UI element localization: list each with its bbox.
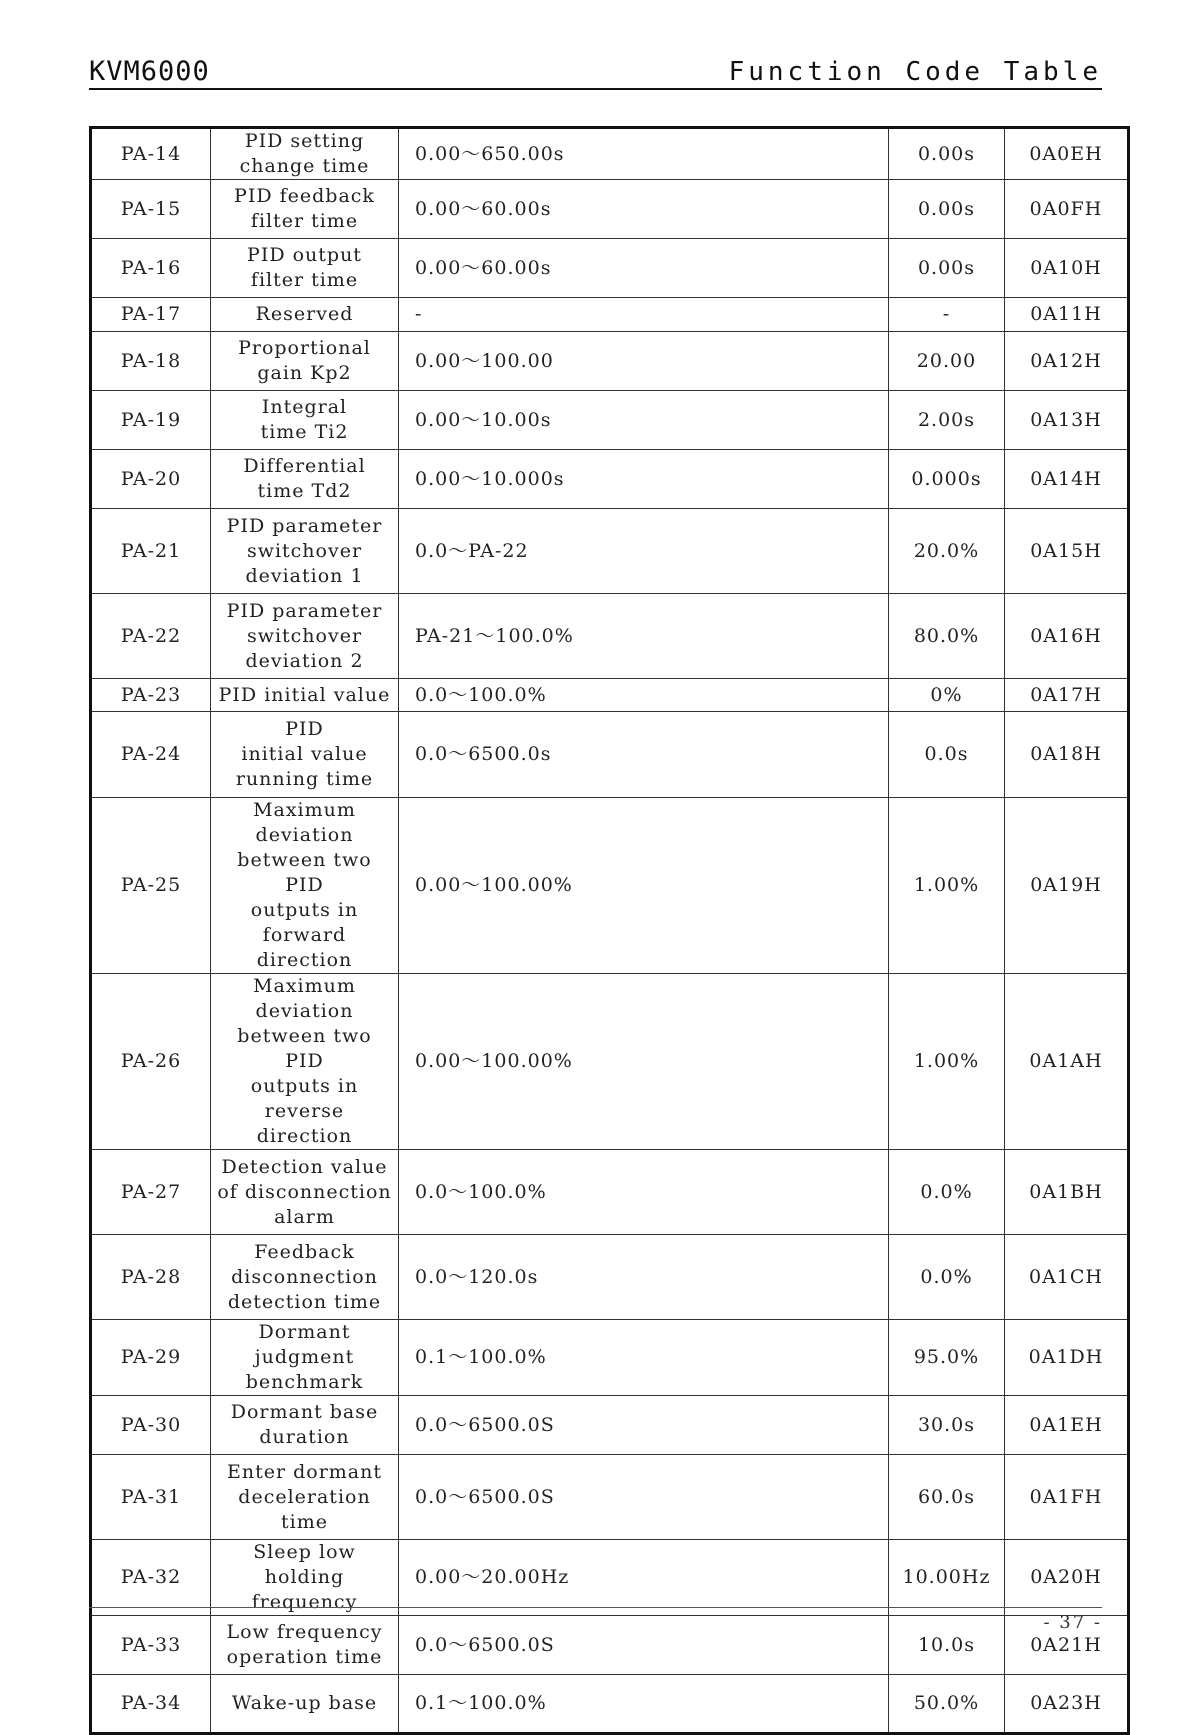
default-value-cell: 1.00% [889, 798, 1005, 974]
page-number: - 37 - [1043, 1612, 1102, 1633]
section-title: Function Code Table [728, 57, 1102, 87]
default-value-cell: 0.00s [889, 180, 1005, 239]
default-value-cell: 20.00 [889, 332, 1005, 391]
table-row [91, 974, 1129, 1150]
parameter-name-cell: Low frequency operation time [211, 1616, 399, 1675]
function-code-cell: PA-24 [91, 712, 211, 798]
default-value-cell: 30.0s [889, 1396, 1005, 1455]
function-code-cell: PA-31 [91, 1455, 211, 1540]
function-code-cell: PA-34 [91, 1675, 211, 1734]
address-cell: 0A13H [1005, 391, 1129, 450]
parameter-name-cell: Detection value of disconnection alarm [211, 1150, 399, 1235]
function-code-cell: PA-28 [91, 1235, 211, 1320]
function-code-cell: PA-26 [91, 974, 211, 1150]
address-cell: 0A20H [1005, 1540, 1129, 1616]
parameter-name-cell: Integral time Ti2 [211, 391, 399, 450]
table-row [91, 798, 1129, 974]
table-row [91, 1675, 1129, 1734]
address-cell: 0A15H [1005, 509, 1129, 594]
function-code-cell: PA-27 [91, 1150, 211, 1235]
function-code-cell: PA-19 [91, 391, 211, 450]
table-row [91, 1455, 1129, 1540]
parameter-name-cell: Reserved [211, 298, 399, 332]
setting-range-cell: 0.0～120.0s [399, 1235, 889, 1320]
parameter-name-cell: PID feedback filter time [211, 180, 399, 239]
parameter-name-cell: Feedback disconnection detection time [211, 1235, 399, 1320]
function-code-cell: PA-32 [91, 1540, 211, 1616]
setting-range-cell: 0.00～60.00s [399, 180, 889, 239]
table-row [91, 594, 1129, 679]
default-value-cell: 0.000s [889, 450, 1005, 509]
function-code-cell: PA-21 [91, 509, 211, 594]
setting-range-cell: 0.00～60.00s [399, 239, 889, 298]
setting-range-cell: 0.0～100.0% [399, 1150, 889, 1235]
parameter-name-cell: Differential time Td2 [211, 450, 399, 509]
default-value-cell: 50.0% [889, 1675, 1005, 1734]
default-value-cell: 60.0s [889, 1455, 1005, 1540]
setting-range-cell: 0.0～100.0% [399, 679, 889, 712]
default-value-cell: 2.00s [889, 391, 1005, 450]
parameter-name-cell: Maximum deviation between two PID outputs in forward direction [211, 798, 399, 974]
address-cell: 0A23H [1005, 1675, 1129, 1734]
function-code-cell: PA-18 [91, 332, 211, 391]
function-code-cell: PA-20 [91, 450, 211, 509]
model-name: KVM6000 [89, 56, 210, 87]
table-row [91, 298, 1129, 332]
function-code-cell: PA-29 [91, 1320, 211, 1396]
parameter-name-cell: PID output filter time [211, 239, 399, 298]
table-row [91, 1235, 1129, 1320]
default-value-cell: 80.0% [889, 594, 1005, 679]
address-cell: 0A1CH [1005, 1235, 1129, 1320]
default-value-cell: 0.0s [889, 712, 1005, 798]
address-cell: 0A0EH [1005, 128, 1129, 180]
parameter-name-cell: Dormant judgment benchmark [211, 1320, 399, 1396]
table-row [91, 1150, 1129, 1235]
address-cell: 0A11H [1005, 298, 1129, 332]
footer-divider [89, 1607, 1102, 1608]
table-row [91, 332, 1129, 391]
parameter-name-cell: Dormant base duration [211, 1396, 399, 1455]
table-row [91, 1616, 1129, 1675]
table-row [91, 128, 1129, 180]
function-code-cell: PA-14 [91, 128, 211, 180]
address-cell: 0A18H [1005, 712, 1129, 798]
address-cell: 0A10H [1005, 239, 1129, 298]
address-cell: 0A21H [1005, 1616, 1129, 1675]
table-row [91, 180, 1129, 239]
function-code-cell: PA-33 [91, 1616, 211, 1675]
address-cell: 0A0FH [1005, 180, 1129, 239]
function-code-cell: PA-22 [91, 594, 211, 679]
default-value-cell: 0.0% [889, 1235, 1005, 1320]
function-code-cell: PA-23 [91, 679, 211, 712]
parameter-name-cell: PID parameter switchover deviation 2 [211, 594, 399, 679]
parameter-name-cell: Sleep low holding frequency [211, 1540, 399, 1616]
parameter-name-cell: Enter dormant deceleration time [211, 1455, 399, 1540]
setting-range-cell: 0.0～6500.0S [399, 1455, 889, 1540]
default-value-cell: - [889, 298, 1005, 332]
address-cell: 0A1AH [1005, 974, 1129, 1150]
function-code-cell: PA-30 [91, 1396, 211, 1455]
setting-range-cell: - [399, 298, 889, 332]
address-cell: 0A1BH [1005, 1150, 1129, 1235]
function-code-cell: PA-16 [91, 239, 211, 298]
default-value-cell: 1.00% [889, 974, 1005, 1150]
default-value-cell: 10.0s [889, 1616, 1005, 1675]
address-cell: 0A14H [1005, 450, 1129, 509]
header-divider [89, 88, 1102, 90]
table-row [91, 450, 1129, 509]
table-row [91, 391, 1129, 450]
address-cell: 0A1DH [1005, 1320, 1129, 1396]
table-row [91, 1396, 1129, 1455]
setting-range-cell: PA-21～100.0% [399, 594, 889, 679]
setting-range-cell: 0.00～100.00% [399, 974, 889, 1150]
default-value-cell: 0% [889, 679, 1005, 712]
table-row [91, 679, 1129, 712]
default-value-cell: 0.0% [889, 1150, 1005, 1235]
setting-range-cell: 0.00～100.00% [399, 798, 889, 974]
address-cell: 0A19H [1005, 798, 1129, 974]
table-row [91, 1320, 1129, 1396]
table-row [91, 239, 1129, 298]
function-code-cell: PA-25 [91, 798, 211, 974]
setting-range-cell: 0.00～650.00s [399, 128, 889, 180]
default-value-cell: 0.00s [889, 128, 1005, 180]
setting-range-cell: 0.0～6500.0s [399, 712, 889, 798]
function-code-cell: PA-15 [91, 180, 211, 239]
parameter-name-cell: PID setting change time [211, 128, 399, 180]
default-value-cell: 95.0% [889, 1320, 1005, 1396]
parameter-name-cell: Maximum deviation between two PID outputs in reverse direction [211, 974, 399, 1150]
function-code-cell: PA-17 [91, 298, 211, 332]
setting-range-cell: 0.00～20.00Hz [399, 1540, 889, 1616]
default-value-cell: 0.00s [889, 239, 1005, 298]
function-code-table [89, 126, 1130, 1735]
address-cell: 0A1FH [1005, 1455, 1129, 1540]
parameter-name-cell: PID initial value [211, 679, 399, 712]
table-row [91, 712, 1129, 798]
page-header [89, 55, 1102, 89]
table-row [91, 1540, 1129, 1616]
setting-range-cell: 0.0～6500.0S [399, 1616, 889, 1675]
setting-range-cell: 0.0～6500.0S [399, 1396, 889, 1455]
address-cell: 0A1EH [1005, 1396, 1129, 1455]
parameter-name-cell: PID parameter switchover deviation 1 [211, 509, 399, 594]
function-code-table-body [91, 128, 1129, 1734]
setting-range-cell: 0.00～10.00s [399, 391, 889, 450]
default-value-cell: 20.0% [889, 509, 1005, 594]
setting-range-cell: 0.00～100.00 [399, 332, 889, 391]
table-row [91, 509, 1129, 594]
setting-range-cell: 0.0～PA-22 [399, 509, 889, 594]
default-value-cell: 10.00Hz [889, 1540, 1005, 1616]
address-cell: 0A12H [1005, 332, 1129, 391]
setting-range-cell: 0.00～10.000s [399, 450, 889, 509]
parameter-name-cell: Proportional gain Kp2 [211, 332, 399, 391]
address-cell: 0A16H [1005, 594, 1129, 679]
setting-range-cell: 0.1～100.0% [399, 1320, 889, 1396]
address-cell: 0A17H [1005, 679, 1129, 712]
parameter-name-cell: PID initial value running time [211, 712, 399, 798]
setting-range-cell: 0.1～100.0% [399, 1675, 889, 1734]
parameter-name-cell: Wake-up base [211, 1675, 399, 1734]
